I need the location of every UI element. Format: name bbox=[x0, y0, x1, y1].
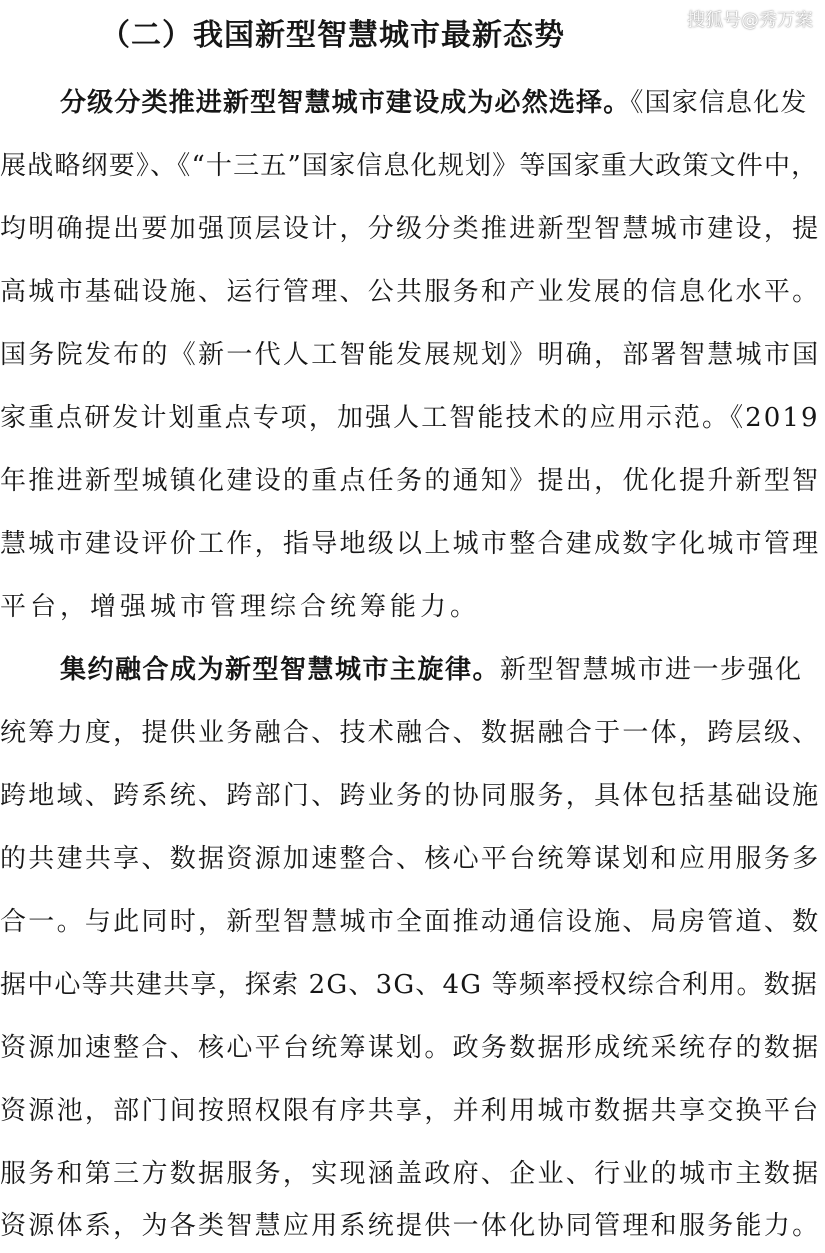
line-text: 资源体系，为各类智慧应用系统提供一体化协同管理和服务能力。 bbox=[0, 1211, 821, 1241]
paragraph-lead: 集约融合成为新型智慧城市主旋律。 bbox=[60, 655, 501, 685]
line-text: 家重点研发计划重点专项，加强人工智能技术的应用示范。《2019 bbox=[0, 403, 820, 433]
line-text: 资源池，部门间按照权限有序共享，并利用城市数据共享交换平台 bbox=[0, 1096, 821, 1126]
line-text: 的共建共享、数据资源加速整合、核心平台统筹谋划和应用服务多 bbox=[0, 844, 821, 874]
text-line bbox=[0, 833, 825, 885]
line-text: 《国家信息化发 bbox=[630, 88, 808, 118]
line-text: 服务和第三方数据服务，实现涵盖政府、企业、行业的城市主数据 bbox=[0, 1159, 821, 1189]
line-text: 跨地域、跨系统、跨部门、跨业务的协同服务，具体包括基础设施 bbox=[0, 781, 821, 811]
line-text: 慧城市建设评价工作，指导地级以上城市整合建成数字化城市管理 bbox=[0, 529, 821, 559]
line-text: 平台，增强城市管理综合统筹能力。 bbox=[0, 592, 481, 622]
text-line bbox=[0, 329, 825, 381]
text-line bbox=[0, 455, 825, 507]
text-line bbox=[0, 1148, 825, 1200]
text-line bbox=[0, 1200, 825, 1252]
line-text: 据中心等共建共享，探索 2G、3G、4G 等频率授权综合利用。数据 bbox=[0, 970, 819, 1000]
line-text: 高城市基础设施、运行管理、公共服务和产业发展的信息化水平。 bbox=[0, 277, 821, 307]
text-line bbox=[0, 770, 825, 822]
text-line bbox=[0, 140, 825, 192]
line-text: 新型智慧城市进一步强化 bbox=[500, 655, 803, 685]
text-line bbox=[0, 266, 825, 318]
text-line bbox=[0, 581, 825, 633]
text-line bbox=[0, 959, 825, 1011]
line-text: 合一。与此同时，新型智慧城市全面推动通信设施、局房管道、数 bbox=[0, 907, 821, 937]
line-text: 均明确提出要加强顶层设计，分级分类推进新型智慧城市建设，提 bbox=[0, 214, 821, 244]
paragraph-lead: 分级分类推进新型智慧城市建设成为必然选择。 bbox=[60, 88, 631, 118]
text-line bbox=[0, 707, 825, 759]
text-line bbox=[0, 203, 825, 255]
line-text: 资源加速整合、核心平台统筹谋划。政务数据形成统采统存的数据 bbox=[0, 1033, 821, 1063]
line-text: 国务院发布的《新一代人工智能发展规划》明确，部署智慧城市国 bbox=[0, 340, 821, 370]
text-line bbox=[0, 1022, 825, 1074]
text-line bbox=[0, 392, 825, 444]
text-line bbox=[0, 896, 825, 948]
line-text: 年推进新型城镇化建设的重点任务的通知》提出，优化提升新型智 bbox=[0, 466, 821, 496]
text-line bbox=[0, 644, 825, 696]
line-text: 展战略纲要》、《“十三五”国家信息化规划》等国家重大政策文件中， bbox=[0, 151, 819, 181]
section-title: （二）我国新型智慧城市最新态势 bbox=[100, 18, 565, 53]
text-line bbox=[0, 77, 825, 129]
text-line bbox=[0, 1085, 825, 1137]
watermark: 搜狐号@秀万案 bbox=[687, 10, 813, 31]
text-line bbox=[0, 518, 825, 570]
line-text: 统筹力度，提供业务融合、技术融合、数据融合于一体，跨层级、 bbox=[0, 718, 821, 748]
